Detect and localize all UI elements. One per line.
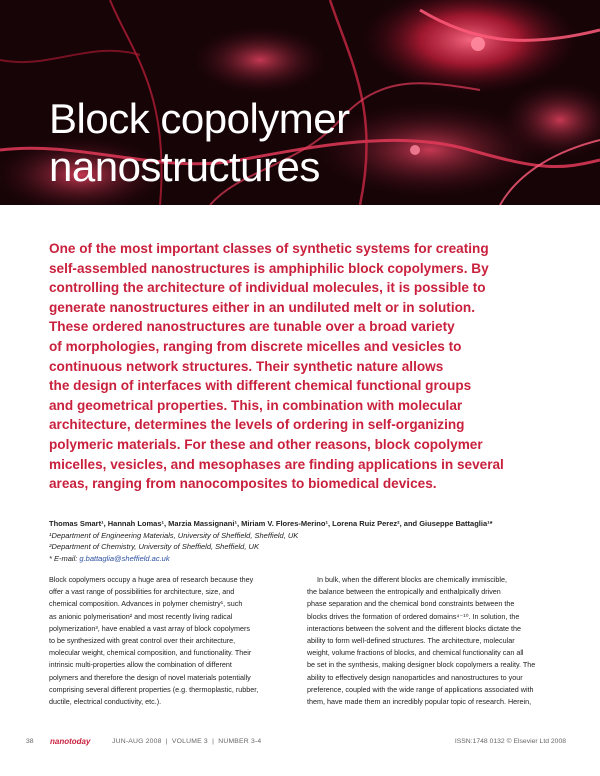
issue-info: JUN-AUG 2008 | VOLUME 3 | NUMBER 3-4 — [112, 738, 262, 745]
page-footer — [26, 735, 566, 749]
article-title — [49, 95, 350, 191]
body-line: comprising several different properties (e.g. thermoplastic, rubber, — [49, 684, 259, 694]
author-block — [49, 518, 569, 564]
body-line: interactions between the solvent and the different blocks dictate the — [307, 623, 522, 633]
article-title-line-2: nanostructures — [49, 143, 320, 190]
article-title-line-1: Block copolymer — [49, 95, 350, 142]
abstract-line: polymeric materials. For these and other reasons, block copolymer — [49, 436, 483, 452]
abstract-line: of morphologies, ranging from discrete micelles and vesicles to — [49, 338, 462, 354]
email-link[interactable]: g.battaglia@sheffield.ac.uk — [79, 553, 170, 563]
abstract-line: the design of interfaces with different chemical functional groups — [49, 378, 472, 394]
abstract-line: areas, ranging from nanocomposites to biomedical devices. — [49, 476, 437, 492]
body-line: preference, coupled with the wide range of applications associated with — [307, 684, 534, 694]
author-names: Thomas Smart¹, Hannah Lomas¹, Marzia Massignani¹, Miriam V. Flores-Merino¹, Lorena Ruiz Perez², and Giuseppe Battaglia¹* — [49, 519, 493, 528]
abstract — [49, 239, 557, 494]
abstract-line: self-assembled nanostructures is amphiphilic block copolymers. By — [49, 260, 489, 276]
body-line: as anionic polymerisation² and most recently living radical — [49, 611, 233, 621]
abstract-line: architecture, determines the levels of ordering in self-organizing — [49, 417, 465, 433]
body-line: blocks drives the formation of ordered domains⁴⁻¹⁰. In solution, the — [307, 611, 520, 621]
body-line: molecular weight, chemical composition, and functionality. Their — [49, 648, 252, 658]
abstract-line: continuous network structures. Their synthetic nature allows — [49, 358, 444, 374]
body-column-right — [307, 574, 539, 708]
affiliation: ²Department of Chemistry, University of Sheffield, Sheffield, UK — [49, 542, 259, 552]
abstract-line: micelles, vesicles, and mesophases are finding applications in several — [49, 456, 504, 472]
abstract-line: controlling the architecture of individual molecules, it is possible to — [49, 280, 486, 296]
abstract-line: These ordered nanostructures are tunable over a broad variety — [49, 319, 455, 335]
abstract-line: generate nanostructures either in an undiluted melt or in solution. — [49, 299, 475, 315]
body-line: ductile, electrical conductivity, etc.). — [49, 697, 162, 707]
body-line: the balance between the entropically and enthalpically driven — [307, 587, 501, 597]
body-line: to be synthesized with great control over their architecture, — [49, 636, 236, 646]
body-line: weight, volume fractions of blocks, and chemical functionality can all — [307, 648, 524, 658]
corresponding-email — [49, 553, 569, 565]
body-line: In bulk, when the different blocks are chemically immiscible, — [307, 575, 508, 584]
body-line: polymers and therefore the design of novel materials potentially — [49, 672, 251, 682]
body-line: intrinsic multi-properties allow the combination of different — [49, 660, 232, 670]
body-line: phase separation and the chemical bond constraints between the — [307, 599, 515, 609]
body-column-left — [49, 574, 281, 708]
body-line: offer a vast range of possibilities for architecture, size, and — [49, 587, 235, 597]
abstract-line: and geometrical properties. This, in combination with molecular — [49, 397, 463, 413]
email-label: * E-mail: — [49, 553, 80, 563]
body-line: ability to effectively design nanoparticles and nanostructures to your — [307, 672, 523, 682]
hero-image-banner — [0, 0, 600, 205]
body-line: ability to form well-defined structures. The architecture, molecular — [307, 636, 515, 646]
page-number: 38 — [26, 738, 34, 745]
body-line: polymerization³, have enabled a vast array of block copolymers — [49, 623, 250, 633]
journal-logo: nanotoday — [50, 737, 91, 746]
body-line: chemical composition. Advances in polymer chemistry¹, such — [49, 599, 243, 609]
body-line: be set in the synthesis, making designer block copolymers a reality. The — [307, 660, 536, 670]
body-line: Block copolymers occupy a huge area of research because they — [49, 575, 254, 584]
abstract-line: One of the most important classes of synthetic systems for creating — [49, 241, 489, 256]
affiliation: ¹Department of Engineering Materials, University of Sheffield, Sheffield, UK — [49, 530, 299, 540]
body-line: them, have made them an incredibly popular topic of research. Herein, — [307, 697, 532, 707]
issn-copyright: ISSN:1748 0132 © Elsevier Ltd 2008 — [454, 738, 566, 745]
